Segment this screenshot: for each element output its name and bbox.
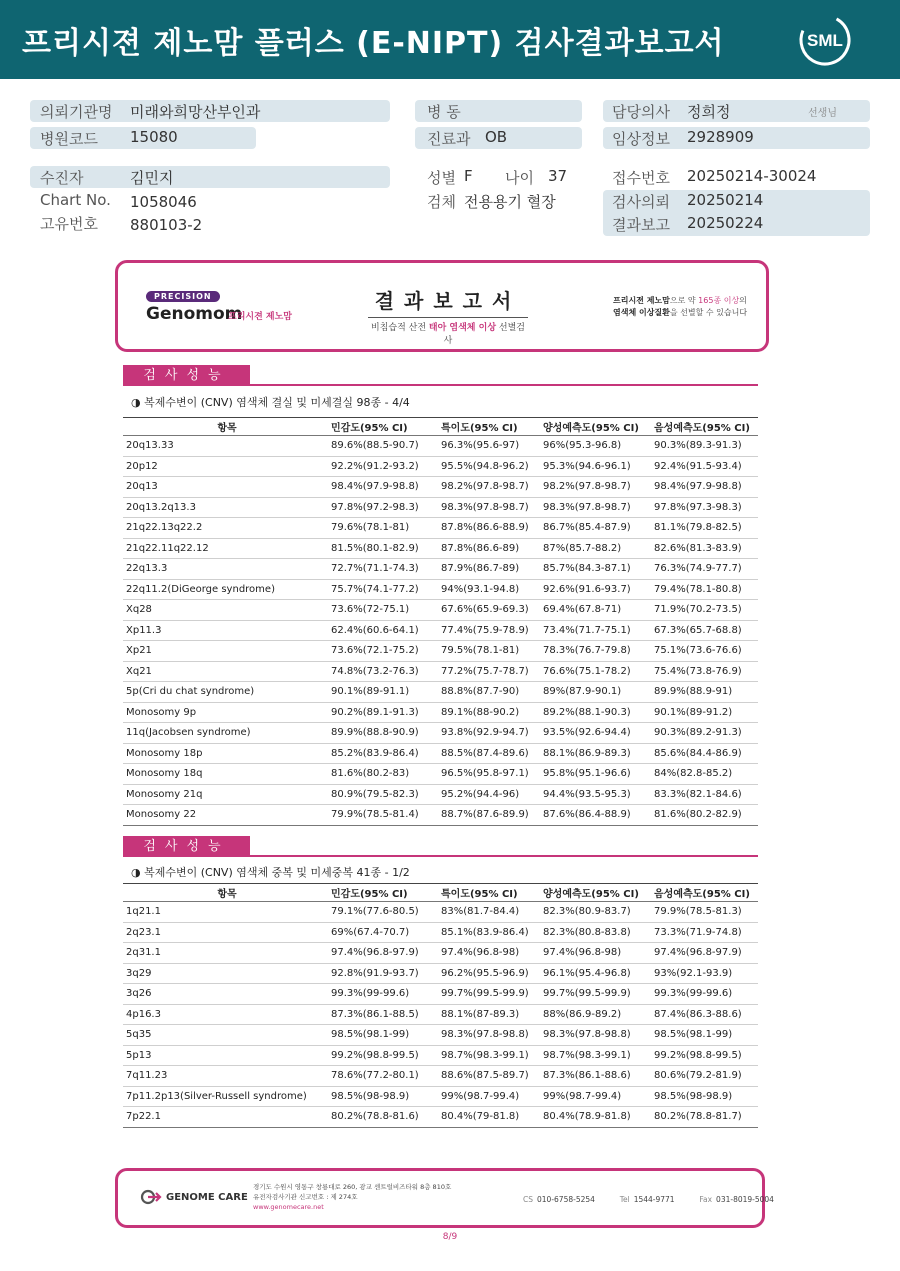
genome-care-logo-icon	[140, 1189, 162, 1205]
institution-label: 의뢰기관명	[40, 103, 113, 121]
column-header: 민감도(95% CI)	[328, 884, 438, 902]
item-cell: 20q13.2q13.3	[123, 497, 328, 518]
metric-cell: 99.3%(99-99.6)	[328, 984, 438, 1005]
metric-cell: 75.7%(74.1-77.2)	[328, 579, 438, 600]
item-cell: 2q31.1	[123, 943, 328, 964]
metric-cell: 98.3%(97.8-98.7)	[438, 497, 540, 518]
section1-subtitle: ◑ 복제수변이 (CNV) 염색체 결실 및 미세결실 98종 - 4/4	[131, 396, 410, 409]
table-row	[123, 436, 758, 457]
metric-cell: 90.3%(89.3-91.3)	[651, 436, 758, 457]
metric-cell: 89%(87.9-90.1)	[540, 682, 651, 703]
table-row	[123, 641, 758, 662]
metric-cell: 79.9%(78.5-81.3)	[651, 902, 758, 923]
metric-cell: 67.6%(65.9-69.3)	[438, 600, 540, 621]
svg-text:SML: SML	[807, 31, 843, 50]
table-row	[123, 620, 758, 641]
section2-tag: 검사성능	[123, 836, 250, 857]
metric-cell: 73.4%(71.7-75.1)	[540, 620, 651, 641]
metric-cell: 98.7%(98.3-99.1)	[540, 1045, 651, 1066]
cs-number: 010-6758-5254	[537, 1195, 595, 1204]
metric-cell: 82.3%(80.8-83.8)	[540, 922, 651, 943]
metric-cell: 73.3%(71.9-74.8)	[651, 922, 758, 943]
request-date-label: 검사의뢰	[612, 193, 670, 211]
metric-cell: 92.4%(91.5-93.4)	[651, 456, 758, 477]
metric-cell: 85.1%(83.9-86.4)	[438, 922, 540, 943]
metric-cell: 73.6%(72.1-75.2)	[328, 641, 438, 662]
item-cell: Monosomy 18p	[123, 743, 328, 764]
table-row	[123, 902, 758, 923]
metric-cell: 90.2%(89.1-91.3)	[328, 702, 438, 723]
item-cell: Monosomy 21q	[123, 784, 328, 805]
item-cell: 11q(Jacobsen syndrome)	[123, 723, 328, 744]
item-cell: Xq28	[123, 600, 328, 621]
metric-cell: 81.1%(79.8-82.5)	[651, 518, 758, 539]
metric-cell: 95.5%(94.8-96.2)	[438, 456, 540, 477]
item-cell: 21q22.13q22.2	[123, 518, 328, 539]
examinee-value: 김민지	[130, 169, 174, 187]
header-bar	[0, 0, 900, 79]
section1-divider	[250, 384, 758, 386]
report-title-card	[115, 260, 769, 352]
item-cell: 4p16.3	[123, 1004, 328, 1025]
metric-cell: 85.7%(84.3-87.1)	[540, 559, 651, 580]
metric-cell: 90.3%(89.2-91.3)	[651, 723, 758, 744]
metric-cell: 79.5%(78.1-81)	[438, 641, 540, 662]
item-cell: 5p13	[123, 1045, 328, 1066]
uid-label: 고유번호	[40, 215, 98, 233]
table-row	[123, 518, 758, 539]
footer-card	[115, 1168, 774, 1228]
metric-cell: 80.6%(79.2-81.9)	[651, 1066, 758, 1087]
department-label: 진료과	[427, 130, 471, 148]
table-row	[123, 1107, 758, 1128]
page-number: 8/9	[442, 1232, 458, 1242]
metric-cell: 98.5%(98-98.9)	[651, 1086, 758, 1107]
doctor-label: 담당의사	[612, 103, 670, 121]
receipt-label: 접수번호	[612, 169, 670, 187]
metric-cell: 87.6%(86.4-88.9)	[540, 805, 651, 826]
item-cell: 22q11.2(DiGeorge syndrome)	[123, 579, 328, 600]
table-row	[123, 497, 758, 518]
table-row	[123, 963, 758, 984]
metric-cell: 79.9%(78.5-81.4)	[328, 805, 438, 826]
table-row	[123, 600, 758, 621]
table-row	[123, 661, 758, 682]
table-row	[123, 1025, 758, 1046]
metric-cell: 97.8%(97.3-98.3)	[651, 497, 758, 518]
metric-cell: 87.3%(86.1-88.6)	[540, 1066, 651, 1087]
metric-cell: 96%(95.3-96.8)	[540, 436, 651, 457]
section1-tag: 검사성능	[123, 365, 250, 386]
table-header-row	[123, 418, 758, 436]
metric-cell: 75.4%(73.8-76.9)	[651, 661, 758, 682]
item-cell: Monosomy 18q	[123, 764, 328, 785]
column-header: 특이도(95% CI)	[438, 418, 540, 436]
examinee-label: 수진자	[40, 169, 84, 187]
metric-cell: 96.2%(95.5-96.9)	[438, 963, 540, 984]
table-row	[123, 1045, 758, 1066]
metric-cell: 98.2%(97.8-98.7)	[438, 477, 540, 498]
table-row	[123, 477, 758, 498]
metric-cell: 89.9%(88.9-91)	[651, 682, 758, 703]
metric-cell: 92.8%(91.9-93.7)	[328, 963, 438, 984]
metric-cell: 98.5%(98.1-99)	[328, 1025, 438, 1046]
metric-cell: 87.8%(86.6-89)	[438, 538, 540, 559]
fax-number: 031-8019-5004	[716, 1195, 774, 1204]
metric-cell: 97.4%(96.8-97.9)	[651, 943, 758, 964]
examinee-pill	[30, 166, 390, 188]
section2-subtitle: ◑ 복제수변이 (CNV) 염색체 중복 및 미세중복 41종 - 1/2	[131, 866, 410, 879]
age-value: 37	[548, 167, 568, 185]
metric-cell: 89.9%(88.8-90.9)	[328, 723, 438, 744]
item-cell: 20q13.33	[123, 436, 328, 457]
metric-cell: 98.2%(97.8-98.7)	[540, 477, 651, 498]
metric-cell: 80.2%(78.8-81.6)	[328, 1107, 438, 1128]
metric-cell: 83.3%(82.1-84.6)	[651, 784, 758, 805]
metric-cell: 92.6%(91.6-93.7)	[540, 579, 651, 600]
metric-cell: 76.6%(75.1-78.2)	[540, 661, 651, 682]
genome-care-name: GENOME CARE	[166, 1192, 248, 1203]
metric-cell: 99%(98.7-99.4)	[438, 1086, 540, 1107]
column-header: 민감도(95% CI)	[328, 418, 438, 436]
metric-cell: 82.6%(81.3-83.9)	[651, 538, 758, 559]
metric-cell: 80.4%(78.9-81.8)	[540, 1107, 651, 1128]
table-row	[123, 702, 758, 723]
metric-cell: 98.3%(97.8-98.8)	[540, 1025, 651, 1046]
metric-cell: 96.1%(95.4-96.8)	[540, 963, 651, 984]
table-row	[123, 984, 758, 1005]
item-cell: Monosomy 22	[123, 805, 328, 826]
sml-logo-icon	[797, 12, 853, 68]
metric-cell: 98.4%(97.9-98.8)	[328, 477, 438, 498]
table-row	[123, 764, 758, 785]
metric-cell: 88.7%(87.6-89.9)	[438, 805, 540, 826]
report-date-label: 결과보고	[612, 216, 670, 234]
metric-cell: 88.6%(87.5-89.7)	[438, 1066, 540, 1087]
metric-cell: 89.2%(88.1-90.3)	[540, 702, 651, 723]
metric-cell: 81.5%(80.1-82.9)	[328, 538, 438, 559]
item-cell: Xp21	[123, 641, 328, 662]
metric-cell: 92.2%(91.2-93.2)	[328, 456, 438, 477]
footer-website-link[interactable]: www.genomecare.net	[253, 1203, 324, 1211]
metric-cell: 78.6%(77.2-80.1)	[328, 1066, 438, 1087]
metric-cell: 99.2%(98.8-99.5)	[651, 1045, 758, 1066]
metric-cell: 87%(85.7-88.2)	[540, 538, 651, 559]
metric-cell: 83%(81.7-84.4)	[438, 902, 540, 923]
report-title: 결과보고서	[368, 285, 528, 318]
department-value: OB	[485, 128, 508, 146]
footer-contacts: CS 010-6758-5254 Tel 1544-9771 Fax 031-8019-5004	[523, 1195, 774, 1204]
deletion-performance-table	[123, 417, 758, 826]
metric-cell: 87.9%(86.7-89)	[438, 559, 540, 580]
ward-label: 병 동	[427, 103, 461, 121]
metric-cell: 75.1%(73.6-76.6)	[651, 641, 758, 662]
table-row	[123, 784, 758, 805]
report-note: 프리시젼 제노맘으로 약 165종 이상의 염색체 이상질환을 선별할 수 있습니다	[613, 296, 748, 317]
metric-cell: 93%(92.1-93.9)	[651, 963, 758, 984]
age-label: 나이	[505, 169, 534, 187]
metric-cell: 98.5%(98.1-99)	[651, 1025, 758, 1046]
metric-cell: 99.3%(99-99.6)	[651, 984, 758, 1005]
genomom-logo-ko: 프리시젼 제노맘	[228, 312, 292, 322]
table-row	[123, 1004, 758, 1025]
metric-cell: 97.4%(96.8-98)	[438, 943, 540, 964]
metric-cell: 99%(98.7-99.4)	[540, 1086, 651, 1107]
metric-cell: 85.6%(84.4-86.9)	[651, 743, 758, 764]
hospital-code-value: 15080	[130, 128, 178, 146]
precision-badge: PRECISION	[146, 291, 220, 302]
metric-cell: 80.9%(79.5-82.3)	[328, 784, 438, 805]
uid-value: 880103-2	[130, 216, 203, 234]
metric-cell: 99.2%(98.8-99.5)	[328, 1045, 438, 1066]
metric-cell: 98.7%(98.3-99.1)	[438, 1045, 540, 1066]
metric-cell: 69%(67.4-70.7)	[328, 922, 438, 943]
metric-cell: 79.1%(77.6-80.5)	[328, 902, 438, 923]
footer-address: 경기도 수원시 영통구 창룡대로 260, 광교 센트럴비즈타워 8층 810호	[253, 1183, 452, 1191]
metric-cell: 85.2%(83.9-86.4)	[328, 743, 438, 764]
metric-cell: 78.3%(76.7-79.8)	[540, 641, 651, 662]
table-row	[123, 805, 758, 826]
metric-cell: 73.6%(72-75.1)	[328, 600, 438, 621]
table-row	[123, 456, 758, 477]
specimen-label: 검체	[427, 193, 456, 211]
metric-cell: 80.2%(78.8-81.7)	[651, 1107, 758, 1128]
metric-cell: 89.6%(88.5-90.7)	[328, 436, 438, 457]
metric-cell: 88.1%(86.9-89.3)	[540, 743, 651, 764]
item-cell: 1q21.1	[123, 902, 328, 923]
metric-cell: 79.6%(78.1-81)	[328, 518, 438, 539]
metric-cell: 77.2%(75.7-78.7)	[438, 661, 540, 682]
metric-cell: 90.1%(89-91.2)	[651, 702, 758, 723]
table-row	[123, 1086, 758, 1107]
clinical-info-value: 2928909	[687, 128, 754, 146]
metric-cell: 97.4%(96.8-97.9)	[328, 943, 438, 964]
item-cell: Xq21	[123, 661, 328, 682]
table-row	[123, 559, 758, 580]
column-header: 항목	[123, 418, 328, 436]
column-header: 음성예측도(95% CI)	[651, 884, 758, 902]
item-cell: 5p(Cri du chat syndrome)	[123, 682, 328, 703]
sex-value: F	[464, 167, 473, 185]
item-cell: 20p12	[123, 456, 328, 477]
metric-cell: 99.7%(99.5-99.9)	[540, 984, 651, 1005]
metric-cell: 76.3%(74.9-77.7)	[651, 559, 758, 580]
report-subtitle: 비침습적 산전 태아 염색체 이상 선별검사	[371, 323, 525, 346]
item-cell: 3q26	[123, 984, 328, 1005]
metric-cell: 98.3%(97.8-98.7)	[540, 497, 651, 518]
metric-cell: 93.8%(92.9-94.7)	[438, 723, 540, 744]
report-date-value: 20250224	[687, 214, 764, 232]
metric-cell: 82.3%(80.9-83.7)	[540, 902, 651, 923]
metric-cell: 72.7%(71.1-74.3)	[328, 559, 438, 580]
metric-cell: 80.4%(79-81.8)	[438, 1107, 540, 1128]
footer-address-block	[253, 1182, 451, 1212]
item-cell: 22q13.3	[123, 559, 328, 580]
sex-label: 성별	[427, 169, 456, 187]
item-cell: 3q29	[123, 963, 328, 984]
metric-cell: 71.9%(70.2-73.5)	[651, 600, 758, 621]
metric-cell: 98.5%(98-98.9)	[328, 1086, 438, 1107]
clinical-info-label: 임상정보	[612, 130, 670, 148]
metric-cell: 69.4%(67.8-71)	[540, 600, 651, 621]
table-row	[123, 682, 758, 703]
chart-no-label: Chart No.	[40, 191, 111, 209]
column-header: 항목	[123, 884, 328, 902]
doctor-value: 정희정	[687, 103, 731, 121]
metric-cell: 87.8%(86.6-88.9)	[438, 518, 540, 539]
metric-cell: 90.1%(89-91.1)	[328, 682, 438, 703]
item-cell: 20q13	[123, 477, 328, 498]
item-cell: 2q23.1	[123, 922, 328, 943]
item-cell: 7p22.1	[123, 1107, 328, 1128]
metric-cell: 94%(93.1-94.8)	[438, 579, 540, 600]
metric-cell: 95.2%(94.4-96)	[438, 784, 540, 805]
genomom-logo: Genomom	[146, 304, 243, 324]
column-header: 음성예측도(95% CI)	[651, 418, 758, 436]
metric-cell: 62.4%(60.6-64.1)	[328, 620, 438, 641]
table-row	[123, 1066, 758, 1087]
table-row	[123, 743, 758, 764]
item-cell: 21q22.11q22.12	[123, 538, 328, 559]
table-header-row	[123, 884, 758, 902]
metric-cell: 96.3%(95.6-97)	[438, 436, 540, 457]
item-cell: Xp11.3	[123, 620, 328, 641]
metric-cell: 94.4%(93.5-95.3)	[540, 784, 651, 805]
column-header: 양성예측도(95% CI)	[540, 884, 651, 902]
metric-cell: 97.8%(97.2-98.3)	[328, 497, 438, 518]
table-row	[123, 538, 758, 559]
metric-cell: 88.5%(87.4-89.6)	[438, 743, 540, 764]
metric-cell: 89.1%(88-90.2)	[438, 702, 540, 723]
metric-cell: 99.7%(99.5-99.9)	[438, 984, 540, 1005]
specimen-value: 전용용기 혈장	[464, 193, 556, 211]
metric-cell: 74.8%(73.2-76.3)	[328, 661, 438, 682]
metric-cell: 86.7%(85.4-87.9)	[540, 518, 651, 539]
institution-value: 미래와희망산부인과	[130, 103, 261, 121]
item-cell: 7q11.23	[123, 1066, 328, 1087]
column-header: 특이도(95% CI)	[438, 884, 540, 902]
metric-cell: 88.8%(87.7-90)	[438, 682, 540, 703]
receipt-value: 20250214-30024	[687, 167, 817, 185]
metric-cell: 67.3%(65.7-68.8)	[651, 620, 758, 641]
duplication-performance-table	[123, 883, 758, 1128]
page-title: 프리시젼 제노맘 플러스 (E-NIPT) 검사결과보고서	[22, 26, 725, 61]
metric-cell: 95.3%(94.6-96.1)	[540, 456, 651, 477]
metric-cell: 84%(82.8-85.2)	[651, 764, 758, 785]
metric-cell: 98.4%(97.9-98.8)	[651, 477, 758, 498]
metric-cell: 96.5%(95.8-97.1)	[438, 764, 540, 785]
request-date-value: 20250214	[687, 191, 764, 209]
metric-cell: 81.6%(80.2-83)	[328, 764, 438, 785]
metric-cell: 87.4%(86.3-88.6)	[651, 1004, 758, 1025]
metric-cell: 98.3%(97.8-98.8)	[438, 1025, 540, 1046]
table-row	[123, 922, 758, 943]
table-row	[123, 943, 758, 964]
table-row	[123, 579, 758, 600]
metric-cell: 95.8%(95.1-96.6)	[540, 764, 651, 785]
item-cell: Monosomy 9p	[123, 702, 328, 723]
footer-license: 유전자검사기관 신고번호 : 제 274호	[253, 1193, 358, 1201]
metric-cell: 87.3%(86.1-88.5)	[328, 1004, 438, 1025]
metric-cell: 88%(86.9-89.2)	[540, 1004, 651, 1025]
item-cell: 7p11.2p13(Silver-Russell syndrome)	[123, 1086, 328, 1107]
hospital-code-label: 병원코드	[40, 130, 98, 148]
metric-cell: 81.6%(80.2-82.9)	[651, 805, 758, 826]
table-row	[123, 723, 758, 744]
item-cell: 5q35	[123, 1025, 328, 1046]
metric-cell: 93.5%(92.6-94.4)	[540, 723, 651, 744]
metric-cell: 77.4%(75.9-78.9)	[438, 620, 540, 641]
metric-cell: 97.4%(96.8-98)	[540, 943, 651, 964]
section2-divider	[250, 855, 758, 857]
metric-cell: 79.4%(78.1-80.8)	[651, 579, 758, 600]
column-header: 양성예측도(95% CI)	[540, 418, 651, 436]
doctor-suffix: 선생님	[808, 108, 837, 119]
chart-no-value: 1058046	[130, 193, 197, 211]
metric-cell: 88.1%(87-89.3)	[438, 1004, 540, 1025]
tel-number: 1544-9771	[633, 1195, 675, 1204]
